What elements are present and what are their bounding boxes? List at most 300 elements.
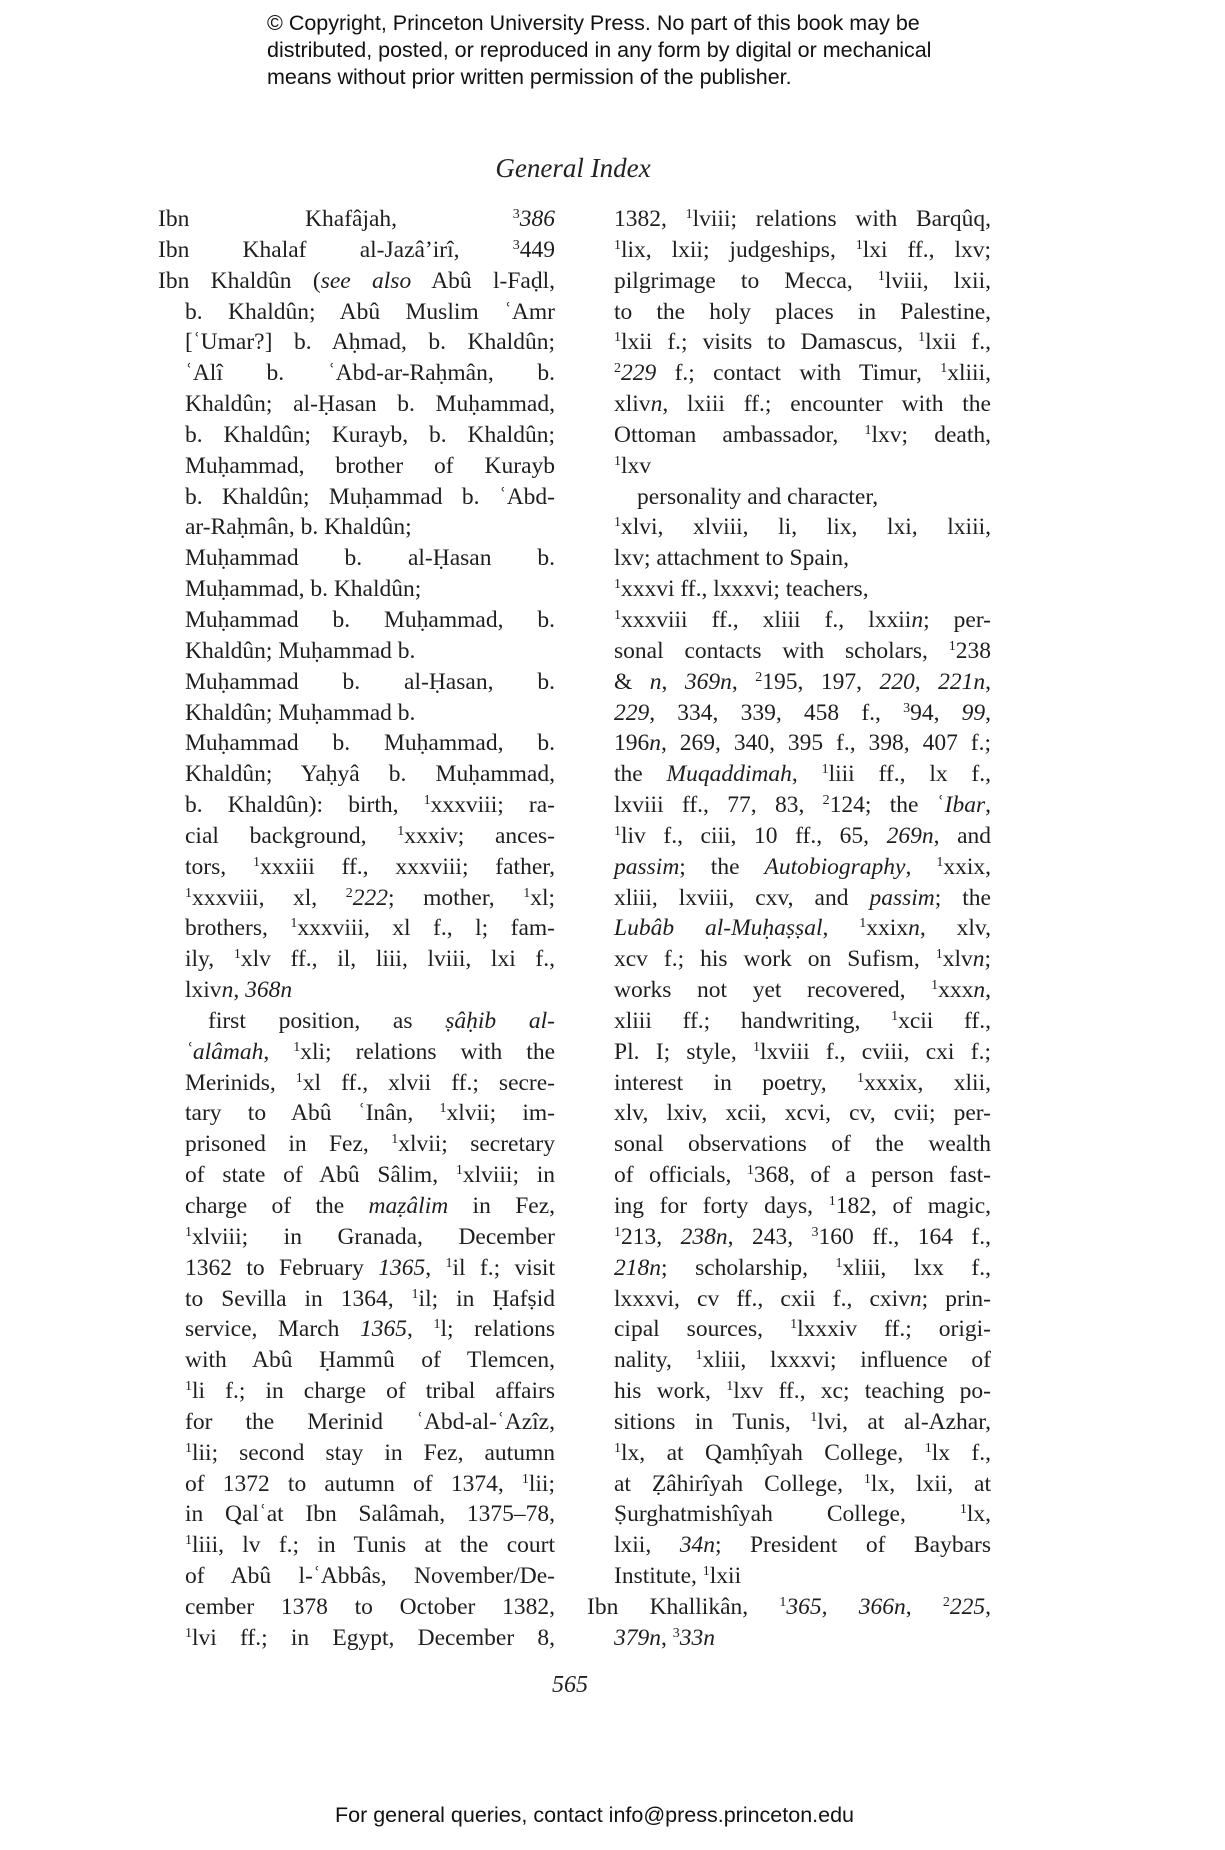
volume-superscript: 2 [614,361,621,377]
index-text: , [661,668,685,695]
italic-text: 269n [886,822,934,849]
index-text: xxxix, xlii, [863,1069,991,1096]
index-text: Muḥammad b. al-Ḥasan, b. [185,668,555,695]
index-line [158,266,555,297]
index-line [587,1469,991,1500]
index-line [158,1314,555,1345]
index-text: , [905,1593,943,1620]
index-text: xxxviii, xl, [192,884,346,911]
index-text: works not yet recovered, [614,977,932,1004]
index-text: 1362 to February [185,1254,379,1281]
index-text: Merinids, [185,1069,296,1096]
index-text: , [985,668,992,695]
index-text: , and [933,822,991,849]
volume-superscript: 1 [931,978,939,994]
index-text: first position, as [208,1007,446,1034]
index-text: , [985,977,991,1004]
index-text: cipal sources, [614,1316,791,1343]
index-text: & [614,668,650,695]
index-text: the [614,761,667,788]
index-line [587,266,991,297]
index-text: prisoned in Fez, [185,1131,392,1158]
italic-text: n [908,915,920,942]
index-line [587,1623,991,1654]
index-text: cember 1378 to October 1382, [185,1593,555,1620]
index-text: lix, lxii; judgeships, [621,236,856,263]
index-text: tary to Abû ʿInân, [185,1100,440,1127]
index-line [158,1530,555,1561]
volume-superscript: 3 [903,700,911,716]
index-line [587,420,991,451]
index-text: of officials, [614,1162,747,1189]
index-line [158,1407,555,1438]
italic-text: 379n [614,1624,661,1651]
index-text: 1382, [614,206,686,232]
index-text: il f.; visit [452,1254,555,1281]
index-text: Muḥammad, b. Khaldûn; [185,576,422,603]
volume-superscript: 1 [290,916,298,932]
index-line [587,1037,991,1068]
index-line [158,1561,555,1592]
italic-text: 33n [679,1624,715,1651]
italic-text: n [650,391,663,418]
volume-superscript: 1 [935,947,943,963]
italic-text: n [649,730,661,757]
index-line [587,482,991,513]
copyright-line: distributed, posted, or reproduced in any form by digital or mechanical [267,38,932,62]
index-line [587,1191,991,1222]
italic-text: passim [614,853,680,880]
index-text: 238 [955,637,991,664]
italic-text: ʿalâmah [185,1038,264,1065]
page-number: 565 [552,1672,588,1698]
volume-superscript: 1 [864,422,872,438]
index-text: lviii; relations with Barqûq, [692,206,992,232]
volume-superscript: 1 [423,793,431,809]
index-text: in Fez, [448,1193,555,1219]
index-line [158,1623,555,1654]
volume-superscript: 1 [918,330,926,346]
volume-superscript: 2 [822,793,830,809]
index-line [158,1345,555,1376]
volume-superscript: 1 [185,1533,192,1549]
volume-superscript: 1 [411,1286,419,1302]
italic-text: 225 [949,1593,986,1620]
index-text: lxiv [185,977,222,1004]
index-text: Ṣurghatmishîyah College, [614,1501,960,1528]
index-text: [ʿUmar?] b. Aḥmad, b. Khaldûn; [185,329,555,356]
index-line [587,1314,991,1345]
index-text: , [731,668,756,695]
volume-superscript: 1 [959,1502,967,1518]
index-text: 195, 197, [762,668,880,695]
volume-superscript: 1 [614,1224,621,1240]
index-text: brothers, [185,915,291,942]
index-line [587,1499,991,1530]
copyright-notice [267,10,931,91]
index-text: xlvi, xlviii, li, lix, lxi, lxiii, [621,514,991,541]
index-line [587,975,991,1006]
index-text: Khaldûn; Yaḥyâ b. Muḥammad, [185,761,555,788]
index-line [587,358,991,389]
index-text: lii; second stay in Fez, autumn [192,1439,555,1466]
index-text: ; the [934,884,991,911]
italic-text: n [909,1285,922,1312]
index-line [587,543,991,574]
index-text: service, March [185,1316,360,1343]
volume-superscript: 1 [821,762,829,778]
index-line [587,1253,991,1284]
volume-superscript: 1 [185,1625,192,1641]
index-text: Ibn Khaldûn ( [158,267,321,294]
index-text: his work, [614,1378,727,1405]
volume-superscript: 3 [512,207,520,222]
index-text: tors, [185,853,253,880]
index-line [587,1006,991,1037]
index-text: interest in poetry, [614,1069,857,1096]
index-text: ; scholarship, [661,1254,836,1281]
index-text: Muḥammad b. al-Ḥasan b. [185,545,555,572]
index-text: xlvii; im- [446,1100,555,1127]
index-line [158,543,555,574]
index-text: , [985,792,991,819]
index-text: Khaldûn; Muḥammad b. [185,699,416,726]
volume-superscript: 1 [455,1163,463,1179]
italic-text: Muqaddimah [666,761,792,788]
running-head: General Index [495,153,651,183]
volume-superscript: 3 [512,237,520,253]
volume-superscript: 1 [828,1194,836,1209]
italic-text: 34n [679,1532,715,1559]
volume-superscript: 1 [685,207,693,222]
index-text: , [233,977,246,1004]
italic-text: maẓâlim [368,1193,449,1219]
italic-text: 229 [621,360,657,387]
volume-superscript: 1 [521,1471,529,1487]
italic-text: passim [869,884,935,911]
index-line [587,1160,991,1191]
index-line [158,451,555,482]
index-text: 213, [621,1223,681,1250]
index-text: at Ẓâhirîyah College, [614,1470,864,1497]
index-line [587,451,991,482]
index-text: , [985,1593,991,1620]
volume-superscript: 1 [779,1594,787,1610]
index-text: ily, [185,946,234,973]
index-text: liv f., ciii, 10 ff., 65, [621,822,887,849]
index-text: xli; relations with the [300,1038,555,1065]
index-text: 449 [519,236,555,263]
index-text: lxxxvi, cv ff., cxii f., cxiv [614,1285,910,1312]
italic-text: 365, 366n [786,1593,906,1620]
index-line [587,605,991,636]
index-text: lxv; death, [871,421,991,448]
volume-superscript: 1 [293,1039,301,1055]
index-text: liii, lv f.; in Tunis at the court [192,1532,555,1559]
index-line [158,1160,555,1191]
italic-text: 386 [519,206,555,232]
volume-superscript: 1 [185,1379,192,1395]
index-text: xliii ff.; handwriting, [614,1007,892,1034]
index-text: , [406,1316,434,1343]
volume-superscript: 1 [614,453,621,469]
index-line [158,420,555,451]
index-text: 196 [614,730,650,757]
index-text: ing for forty days, [614,1193,829,1219]
volume-superscript: 1 [753,1039,760,1055]
index-line [587,883,991,914]
index-line [158,327,555,358]
index-text: xliii, lxxxvi; influence of [702,1347,991,1374]
index-line [158,1499,555,1530]
index-text: lx, lxii, at [870,1470,992,1497]
index-text: lvi, at al-Azhar, [817,1408,991,1435]
index-text: xliii, lxviii, cxv, and [614,884,870,911]
volume-superscript: 1 [614,237,621,253]
index-line [587,944,991,975]
index-line [158,1592,555,1623]
index-text: 368, of a person fast- [753,1162,991,1189]
index-text: Ibn Khalaf al-Jazâ’irî, [158,236,513,263]
index-text: 94, [910,699,962,726]
index-line [587,667,991,698]
index-line [158,235,555,266]
index-text: ; mother, [388,884,524,911]
index-text: xlv ff., il, liii, lviii, lxi f., [240,946,555,973]
volume-superscript: 1 [790,1317,798,1333]
italic-text: n [911,606,924,633]
index-line [158,759,555,790]
volume-superscript: 1 [835,1255,843,1271]
italic-text: 218n [614,1254,661,1281]
index-line [587,1592,991,1623]
index-text: sonal observations of the wealth [614,1131,991,1158]
index-text: ʿAlî b. ʿAbd-ar-Raḥmân, b. [185,360,555,387]
index-line [158,358,555,389]
index-line [158,790,555,821]
index-line [158,204,555,235]
volume-superscript: 1 [695,1348,703,1364]
index-text: lx, at Qamḥîyah College, [621,1439,925,1466]
volume-superscript: 1 [614,823,621,839]
index-column-left [158,204,555,1654]
index-text: il; in Ḥafṣid [418,1285,555,1312]
index-column-right [587,204,991,1654]
index-text: Pl. I; style, [614,1038,753,1065]
volume-superscript: 3 [672,1625,680,1641]
index-text: of Abû l-ʿAbbâs, November/De- [185,1563,555,1590]
index-text: Muḥammad b. Muḥammad, b. [185,730,555,757]
index-text: lxi ff., lxv; [862,236,991,263]
italic-text: Autobiography [764,853,906,880]
index-text: of 1372 to autumn of 1374, [185,1470,522,1497]
volume-superscript: 1 [614,1440,621,1456]
index-line [587,728,991,759]
volume-superscript: 1 [614,607,621,623]
volume-superscript: 2 [755,669,763,685]
index-line [587,235,991,266]
index-text: Ibn Khafâjah, [158,206,513,232]
volume-superscript: 2 [345,885,353,901]
index-text: charge of the [185,1193,369,1219]
index-text: lxii [709,1563,742,1590]
index-text: to the holy places in Palestine, [614,298,991,325]
volume-superscript: 1 [877,268,885,284]
index-line [587,204,991,235]
italic-text: 1365 [378,1254,426,1281]
volume-superscript: 1 [810,1409,818,1425]
volume-superscript: 1 [252,854,260,870]
index-text: xlv, lxiv, xcii, xcvi, cv, cvii; per- [614,1100,991,1127]
index-text: xlv [942,946,973,973]
volume-superscript: 1 [439,1101,447,1117]
index-text: personality and character, [637,483,879,510]
volume-superscript: 1 [445,1255,453,1271]
index-text: ; the [679,853,765,880]
index-text: Abû l-Faḍl, [411,267,555,294]
index-text: sonal contacts with scholars, [614,637,949,664]
volume-superscript: 1 [924,1440,932,1456]
italic-text: Lubâb al-Muḥaṣṣal [614,915,823,942]
index-text: , xlv, [919,915,991,942]
index-text: l; relations [440,1316,556,1343]
index-line [587,1222,991,1253]
index-text: lxv [621,452,652,479]
volume-superscript: 1 [863,1471,871,1487]
index-text: ; [984,946,991,973]
index-text: xlviii; in [462,1162,555,1189]
index-text: lxv; attachment to Spain, [614,545,849,572]
italic-text: 369n [684,668,732,695]
index-line [158,605,555,636]
volume-superscript: 1 [185,1440,192,1456]
index-line [158,636,555,667]
volume-superscript: 1 [397,823,405,839]
index-line [587,852,991,883]
italic-text: n [972,946,985,973]
index-text: ; prin- [921,1285,991,1312]
volume-superscript: 1 [746,1163,754,1179]
index-text: sitions in Tunis, [614,1408,811,1435]
volume-superscript: 1 [936,854,944,870]
italic-text: see also [320,267,412,294]
index-text: xxxiii ff., xxxviii; father, [259,853,556,880]
volume-superscript: 1 [614,330,621,346]
index-text: lxviii ff., 77, 83, [614,792,823,819]
index-text: xcv f.; his work on Sufism, [614,946,936,973]
index-text: xxxviii; ra- [430,792,555,819]
index-text: , 243, [727,1223,812,1250]
volume-superscript: 1 [948,638,956,654]
index-text: , [791,761,822,788]
italic-text: n [973,977,986,1004]
index-line [158,698,555,729]
index-text: lx, [966,1501,991,1528]
index-text: 160 ff., 164 f., [818,1223,991,1250]
italic-text: 238n [680,1223,728,1250]
index-line [158,389,555,420]
volume-superscript: 3 [811,1224,819,1240]
volume-superscript: 1 [855,237,863,253]
index-text: in Qalʿat Ibn Salâmah, 1375–78, [185,1501,555,1528]
index-text: of state of Abû Sâlim, [185,1162,456,1189]
volume-superscript: 1 [940,361,948,377]
volume-superscript: 1 [185,885,192,901]
index-line [158,482,555,513]
index-text: lxxxiv ff.; origi- [797,1316,991,1343]
volume-superscript: 1 [185,1224,192,1240]
volume-superscript: 1 [614,577,621,593]
volume-superscript: 2 [942,1594,950,1610]
index-text: Khaldûn; al-Ḥasan b. Muḥammad, [185,391,555,418]
index-text: with Abû Ḥammû of Tlemcen, [185,1347,555,1374]
copyright-line: © Copyright, Princeton University Press. No part of this book may be [267,11,920,35]
index-text: , 334, 339, 458 f., [649,699,904,726]
volume-superscript: 1 [614,515,621,531]
copyright-line: means without prior written permission of the publisher. [267,65,792,89]
volume-superscript: 1 [233,947,241,963]
index-text: lxii f., [925,329,991,356]
index-line [158,1376,555,1407]
index-line [587,913,991,944]
index-text: 182, of magic, [835,1193,991,1219]
italic-text: 222 [352,884,389,911]
index-line [587,759,991,790]
index-text: xl; [530,884,555,911]
volume-superscript: 1 [433,1317,441,1333]
index-text: Institute, [614,1563,703,1590]
index-text: for the Merinid ʿAbd-al-ʿAzîz, [185,1408,555,1435]
index-text: b. Khaldûn; Kurayb, b. Khaldûn; [185,421,555,448]
index-text: xxxviii, xl f., l; fam- [297,915,555,942]
volume-superscript: 1 [295,1070,303,1086]
index-line [158,1098,555,1129]
index-line [158,1068,555,1099]
index-text: xxxviii ff., xliii f., lxxii [621,606,912,633]
index-text: , [661,1624,673,1651]
index-text: xxxiv; ances- [404,822,556,849]
index-text: to Sevilla in 1364, [185,1285,412,1312]
index-text: , 269, 340, 395 f., 398, 407 f.; [661,730,991,757]
index-line [158,944,555,975]
index-text: nality, [614,1347,696,1374]
index-line [587,636,991,667]
italic-text: 1365 [359,1316,407,1343]
index-text: Khaldûn; Muḥammad b. [185,637,416,664]
italic-text: n [221,977,234,1004]
index-line [587,1407,991,1438]
index-line [587,1068,991,1099]
index-text: ; President of Baybars [714,1532,991,1559]
index-text: xliii, lxx f., [842,1254,991,1281]
index-text: ; per- [923,606,992,633]
index-line [587,389,991,420]
index-text: , [263,1038,294,1065]
index-line [587,512,991,543]
index-line [587,1438,991,1469]
index-text: lxviii f., cviii, cxi f.; [760,1038,991,1065]
index-line [587,1530,991,1561]
index-text: xl ff., xlvii ff.; secre- [302,1069,556,1096]
index-text: b. Khaldûn; Muḥammad b. ʿAbd- [185,483,555,510]
index-text: pilgrimage to Mecca, [614,267,878,294]
index-line [158,883,555,914]
index-text: , [425,1254,446,1281]
volume-superscript: 1 [726,1379,734,1395]
italic-text: Ibar [944,792,986,819]
index-text: cial background, [185,822,398,849]
index-text: Ibn Khallikân, [587,1593,780,1620]
